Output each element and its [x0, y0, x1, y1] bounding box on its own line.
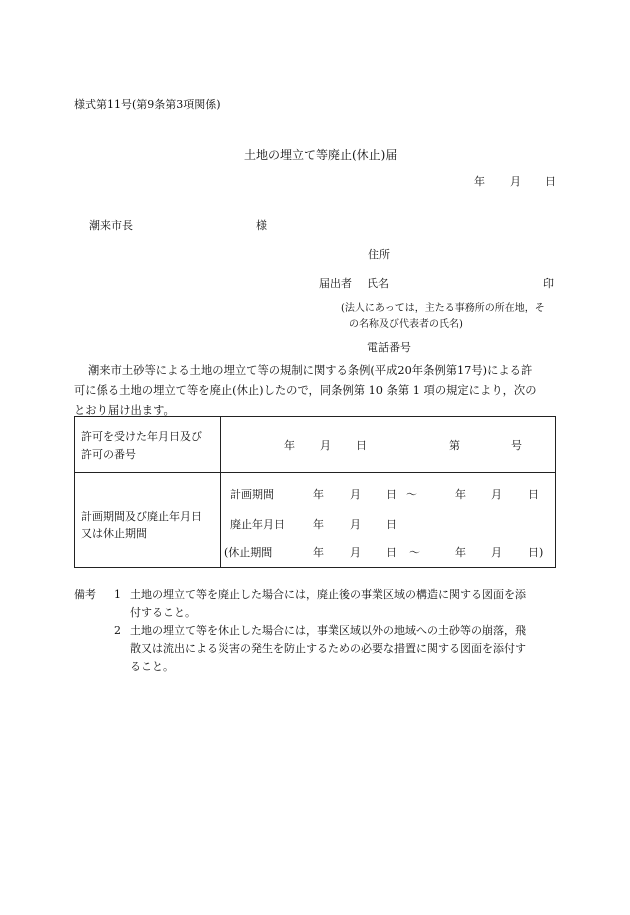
corporate-note-line2: の名称及び代表者の氏名) — [349, 319, 463, 330]
abolish-month: 月 — [350, 518, 361, 531]
abolish-date-label: 廃止年月日 — [230, 518, 285, 531]
pause-period-label: (休止期間 — [224, 546, 273, 559]
address-label: 住所 — [368, 248, 390, 261]
phone-label: 電話番号 — [367, 341, 411, 354]
table-column-divider — [220, 417, 221, 567]
pause-period-tilde: ～ — [409, 546, 420, 559]
plan-end-year: 年 — [455, 488, 466, 501]
plan-period-label: 計画期間 — [230, 488, 274, 501]
abolish-day: 日 — [386, 518, 397, 531]
permit-no-suffix: 号 — [511, 439, 522, 452]
page-title: 土地の埋立て等廃止(休止)届 — [244, 148, 398, 162]
form-table — [74, 416, 556, 568]
addressee-honorific: 様 — [256, 219, 267, 232]
addressee-name: 潮来市長 — [89, 219, 133, 232]
body-paragraph — [74, 361, 556, 421]
remark-item-2 — [74, 622, 556, 676]
pause-end-day: 日) — [528, 546, 544, 559]
plan-end-day: 日 — [528, 488, 539, 501]
name-label: 氏名 — [367, 277, 389, 290]
notifier-label: 届出者 — [319, 277, 352, 290]
corporate-note-line1: (法人にあっては，主たる事務所の所在地，そ — [341, 303, 545, 314]
plan-start-day: 日 — [386, 488, 397, 501]
pause-start-year: 年 — [313, 546, 324, 559]
body-line-2: 可に係る土地の埋立て等を廃止(休止)したので，同条例第 10 条第 1 項の規定により，次の — [74, 384, 537, 397]
remark-line: 散又は流出による災害の発生を防止するための必要な措置に関する図面を添付す — [130, 642, 526, 655]
period-label-line2: 又は休止期間 — [81, 527, 147, 540]
remark-number: 1 — [114, 588, 121, 601]
pause-start-month: 月 — [350, 546, 361, 559]
date-year: 年 — [474, 175, 485, 188]
remarks — [74, 586, 556, 676]
remarks-label: 備考 — [74, 588, 96, 601]
body-line-3: とおり届け出ます。 — [74, 404, 175, 417]
body-line-1: 潮来市土砂等による土地の埋立て等の規制に関する条例(平成20年条例第17号)による許 — [88, 364, 533, 377]
remark-line: 土地の埋立て等を休止した場合には，事業区域以外の地域への土砂等の崩落，飛 — [130, 624, 526, 637]
permit-year: 年 — [284, 439, 295, 452]
permit-label-line2: 許可の番号 — [81, 448, 136, 461]
remark-item-1 — [74, 586, 556, 622]
plan-period-tilde: ～ — [406, 488, 417, 501]
date-month: 月 — [510, 175, 521, 188]
period-label-line1: 計画期間及び廃止年月日 — [81, 510, 202, 523]
remark-number: 2 — [114, 624, 121, 637]
permit-label-line1: 許可を受けた年月日及び — [81, 430, 202, 443]
permit-no-prefix: 第 — [449, 439, 460, 452]
plan-end-month: 月 — [491, 488, 502, 501]
remark-line: ること。 — [130, 660, 174, 673]
abolish-year: 年 — [313, 518, 324, 531]
plan-start-month: 月 — [350, 488, 361, 501]
permit-day: 日 — [356, 439, 367, 452]
permit-month: 月 — [320, 439, 331, 452]
pause-start-day: 日 — [386, 546, 397, 559]
table-row-divider — [75, 472, 555, 473]
seal-mark: 印 — [543, 277, 554, 290]
pause-end-month: 月 — [491, 546, 502, 559]
form-number: 様式第11号(第9条第3項関係) — [74, 98, 221, 111]
remark-line: 付すること。 — [130, 606, 196, 619]
date-day: 日 — [545, 175, 556, 188]
pause-end-year: 年 — [455, 546, 466, 559]
remark-line: 土地の埋立て等を廃止した場合には，廃止後の事業区域の構造に関する図面を添 — [130, 588, 526, 601]
plan-start-year: 年 — [313, 488, 324, 501]
